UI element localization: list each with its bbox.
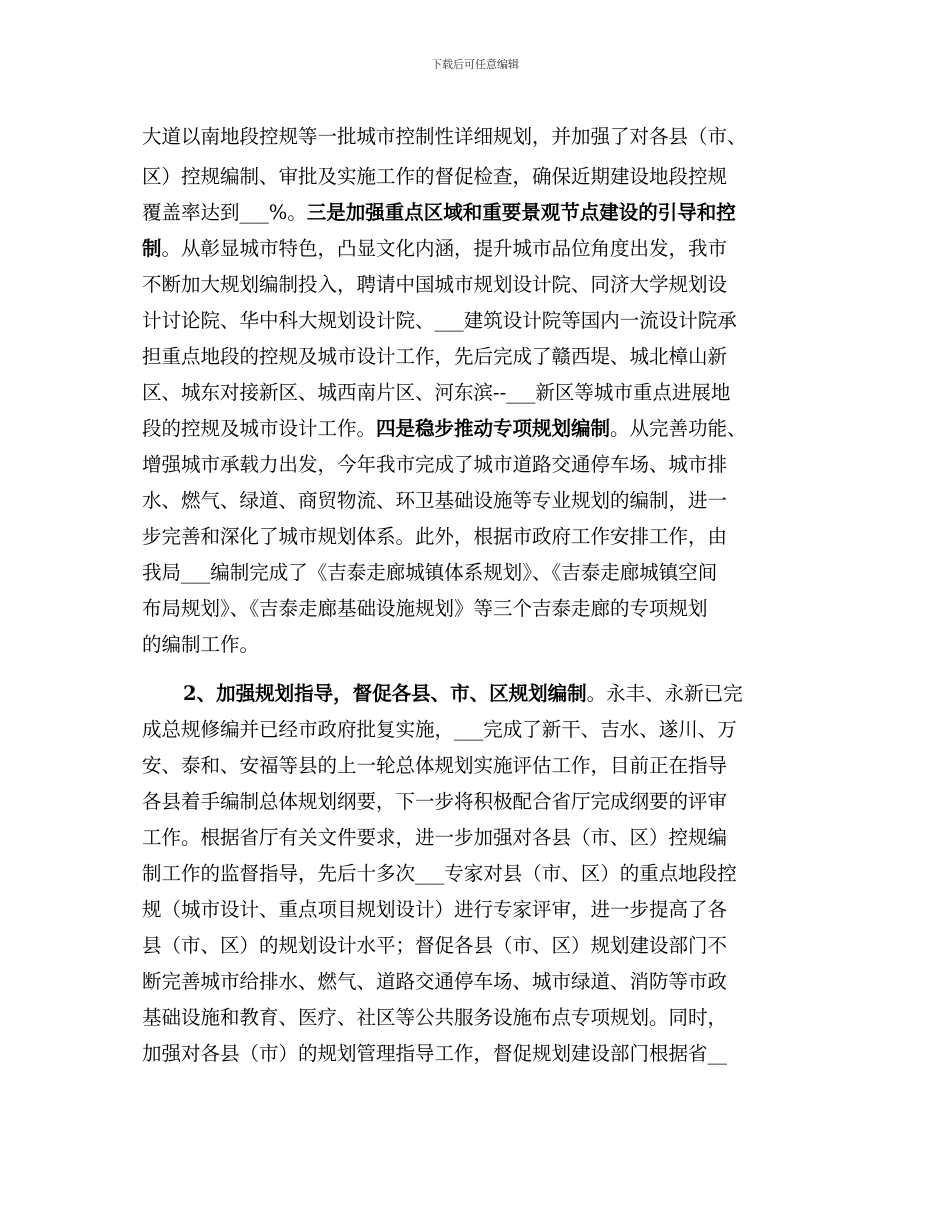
text-segment: 。从彰显城市特色，凸显文化内涵，提升城市品位角度出发，我市: [161, 237, 728, 260]
text-line: [142, 491, 815, 511]
text-segment: 制工作的监督指导，先后十多次___专家对县（市、区）的重点地段控: [142, 862, 737, 885]
text-line: [142, 599, 815, 619]
text-line: [183, 684, 815, 704]
text-line: [142, 275, 815, 295]
bold-text-segment: 制: [142, 237, 162, 260]
bold-text-segment: 四是稳步推动专项规划编制: [376, 417, 611, 440]
text-line: [142, 419, 822, 439]
text-line: [142, 828, 815, 848]
text-line: [142, 167, 815, 187]
text-segment: 布局规划》、《吉泰走廊基础设施规划》等三个吉泰走廊的专项规划: [142, 597, 708, 620]
text-segment: 增强城市承载力出发，今年我市完成了城市道路交通停车场、城市排: [142, 453, 728, 476]
text-segment: 规（城市设计、重点项目规划设计）进行专家评审，进一步提高了各: [142, 898, 728, 921]
text-segment: 成总规修编并已经市政府批复实施，___完成了新干、吉水、遂川、万: [142, 718, 737, 741]
text-segment: 我局___编制完成了《吉泰走廊城镇体系规划》、《吉泰走廊城镇空间: [142, 561, 718, 584]
text-line: [142, 864, 815, 884]
text-segment: 区、城东对接新区、城西南片区、河东滨--___新区等城市重点进展地: [142, 381, 731, 404]
text-line: [142, 936, 815, 956]
text-line: [142, 635, 815, 655]
text-line: [142, 383, 815, 403]
text-segment: 的编制工作。: [142, 633, 260, 656]
text-line: [142, 311, 815, 331]
text-segment: 水、燃气、绿道、商贸物流、环卫基础设施等专业规划的编制，进一: [142, 489, 728, 512]
text-line: [142, 563, 815, 583]
text-line: [142, 127, 815, 147]
text-segment: 工作。根据省厅有关文件要求，进一步加强对各县（市、区）控规编: [142, 826, 728, 849]
text-segment: 大道以南地段控规等一批城市控制性详细规划，并加强了对各县（市、: [142, 125, 747, 148]
text-line: [142, 720, 815, 740]
text-segment: 步完善和深化了城市规划体系。此外，根据市政府工作安排工作，由: [142, 525, 728, 548]
text-segment: 。永丰、永新已完: [586, 682, 743, 705]
bold-text-segment: 2、加强规划指导，督促各县、市、区规划编制: [183, 682, 587, 705]
text-segment: 段的控规及城市设计工作。: [142, 417, 377, 440]
text-segment: 断完善城市给排水、燃气、道路交通停车场、城市绿道、消防等市政: [142, 970, 728, 993]
text-segment: 加强对各县（市）的规划管理指导工作，督促规划建设部门根据省__: [142, 1042, 728, 1065]
text-segment: 区）控规编制、审批及实施工作的督促检查，确保近期建设地段控规: [142, 165, 728, 188]
text-line: [142, 900, 815, 920]
text-line: [142, 972, 815, 992]
text-line: [142, 792, 815, 812]
text-segment: 。从完善功能、: [610, 417, 747, 440]
text-segment: 覆盖率达到___%。: [142, 201, 307, 224]
text-line: [142, 455, 815, 475]
text-line: [142, 756, 815, 776]
bold-text-segment: 三是加强重点区域和重要景观节点建设的引导和控: [306, 201, 736, 224]
text-segment: 基础设施和教育、医疗、社区等公共服务设施布点专项规划。同时，: [142, 1006, 728, 1029]
text-segment: 不断加大规划编制投入，聘请中国城市规划设计院、同济大学规划设: [142, 273, 728, 296]
text-line: [142, 527, 815, 547]
text-segment: 县（市、区）的规划设计水平；督促各县（市、区）规划建设部门不: [142, 934, 728, 957]
text-line: [142, 203, 815, 223]
text-line: [142, 239, 815, 259]
text-segment: 各县着手编制总体规划纲要，下一步将积极配合省厅完成纲要的评审: [142, 790, 728, 813]
text-segment: 担重点地段的控规及城市设计工作，先后完成了赣西堤、城北樟山新: [142, 345, 728, 368]
text-line: [142, 1008, 815, 1028]
text-line: [142, 1044, 815, 1064]
page-header: 下载后可任意编辑: [431, 58, 519, 71]
text-segment: 计讨论院、华中科大规划设计院、___建筑设计院等国内一流设计院承: [142, 309, 737, 332]
text-segment: 安、泰和、安福等县的上一轮总体规划实施评估工作，目前正在指导: [142, 754, 728, 777]
text-line: [142, 347, 815, 367]
